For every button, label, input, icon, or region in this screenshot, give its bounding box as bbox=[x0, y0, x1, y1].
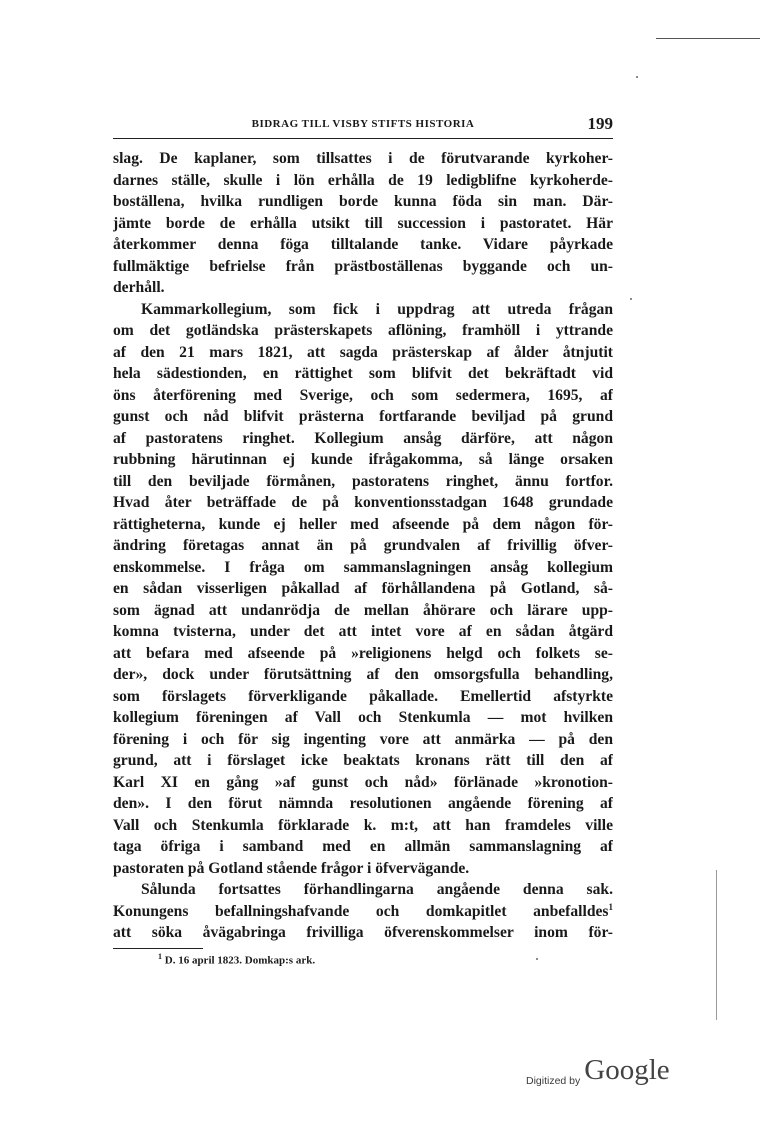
page-header bbox=[113, 114, 613, 138]
body-text bbox=[113, 148, 613, 944]
text-line: af den 21 mars 1821, att sagda prästerskap af ålder åtnjutit bbox=[113, 343, 613, 361]
footnote-reference: 1 bbox=[608, 901, 613, 912]
text-line: den». I den förut nämnda resolutionen angående förening af bbox=[113, 795, 613, 812]
text-line: gunst och nåd blifvit prästerna fortfarande beviljad på grund bbox=[113, 408, 613, 425]
text-line-content: Konungens befallningshafvande och domkapitlet anbefalldes bbox=[113, 902, 609, 920]
text-line: hela sädestionden, en rättighet som blifvit det bekräftadt vid bbox=[113, 365, 613, 382]
text-line: Karl XI en gång »af gunst och nåd» förlänade »kronotion- bbox=[113, 773, 613, 791]
text-line: förening i och för sig ingenting vore att anmärka — på den bbox=[113, 730, 613, 748]
text-line: kollegium föreningen af Vall och Stenkumla — mot hvilken bbox=[113, 709, 613, 726]
text-line: Sålunda fortsattes förhandlingarna angående denna sak. bbox=[141, 881, 613, 898]
text-line: till den beviljade förmånen, pastoratens ringhet, ännu fortfor. bbox=[113, 472, 613, 490]
text-line: darnes ställe, skulle i lön erhålla de 19 ledigblifne kyrkoherde- bbox=[113, 171, 613, 189]
text-line: Kammarkollegium, som fick i uppdrag att utreda frågan bbox=[141, 300, 613, 318]
text-line: derhåll. bbox=[113, 279, 165, 296]
footnote-rule bbox=[113, 948, 203, 949]
text-line: återkommer denna föga tilltalande tanke. Vidare påyrkade bbox=[113, 236, 613, 253]
text-line: af pastoratens ringhet. Kollegium ansåg därföre, att någon bbox=[113, 429, 613, 447]
text-line: grund, att i förslaget icke beaktats kronans rätt till den af bbox=[113, 752, 613, 769]
digitized-watermark bbox=[526, 1054, 726, 1090]
footnote bbox=[158, 952, 578, 967]
text-line: fullmäktige befrielse från prästboställenas byggande och un- bbox=[113, 257, 613, 275]
text-line: rättigheterna, kunde ej heller med afseende på dem någon för- bbox=[113, 515, 613, 533]
scan-edge-line bbox=[716, 870, 717, 1020]
footnote-marker: 1 bbox=[158, 952, 162, 961]
speck bbox=[630, 298, 632, 300]
scan-edge-mark bbox=[656, 38, 760, 39]
text-line: rubbning härutinnan ej kunde ifrågakomma, så länge orsaken bbox=[113, 451, 613, 468]
text-line-with-footnote bbox=[113, 901, 613, 923]
speck bbox=[536, 958, 538, 960]
text-line: Hvad åter beträffade de på konventionsstadgan 1648 grundade bbox=[113, 494, 613, 511]
text-line: Vall och Stenkumla förklarade k. m:t, att han framdeles ville bbox=[113, 816, 613, 834]
text-line: boställena, hvilka rundligen borde kunna föda sin man. Där- bbox=[113, 193, 613, 210]
header-rule bbox=[113, 138, 613, 139]
text-line: taga öfriga i samband med en allmän sammanslagning af bbox=[113, 838, 613, 855]
text-line: enskommelse. I fråga om sammanslagningen ansåg kollegium bbox=[113, 558, 613, 576]
text-line: en sådan visserligen påkallad af förhållandena på Gotland, så- bbox=[113, 580, 613, 597]
text-line: pastoraten på Gotland stående frågor i öfvervägande. bbox=[113, 859, 470, 877]
text-line: öns återförening med Sverige, och som sedermera, 1695, af bbox=[113, 386, 613, 404]
text-line: att söka åvägabringa frivilliga öfverenskommelser inom för- bbox=[113, 924, 613, 941]
speck bbox=[636, 76, 638, 78]
text-line: slag. De kaplaner, som tillsattes i de förutvarande kyrkoher- bbox=[113, 150, 613, 167]
text-line: ändring företagas annat än på grundvalen af frivillig öfver- bbox=[113, 537, 613, 554]
watermark-prefix: Digitized by bbox=[526, 1075, 581, 1087]
text-line: som förslagets förverkligande påkallade. Emellertid afstyrkte bbox=[113, 687, 613, 705]
text-line: om det gotländska prästerskapets aflöning, framhöll i yttrande bbox=[113, 322, 613, 339]
page-number: 199 bbox=[587, 114, 613, 133]
text-line: att befara med afseende på »religionens helgd och folkets se- bbox=[113, 644, 613, 662]
running-title: BIDRAG TILL VISBY STIFTS HISTORIA bbox=[251, 118, 475, 130]
text-line: komna tvisterna, under det att intet vore af en sådan åtgärd bbox=[113, 623, 613, 640]
text-line: som ägnad att undanrödja de mellan åhörare och lärare upp- bbox=[113, 601, 613, 619]
footnote-text: D. 16 april 1823. Domkap:s ark. bbox=[164, 954, 316, 967]
google-logo: Google bbox=[584, 1054, 670, 1086]
text-line: jämte borde de erhålla utsikt till succession i pastoratet. Här bbox=[113, 214, 613, 232]
text-line: der», dock under förutsättning af den omsorgsfulla behandling, bbox=[113, 666, 613, 683]
